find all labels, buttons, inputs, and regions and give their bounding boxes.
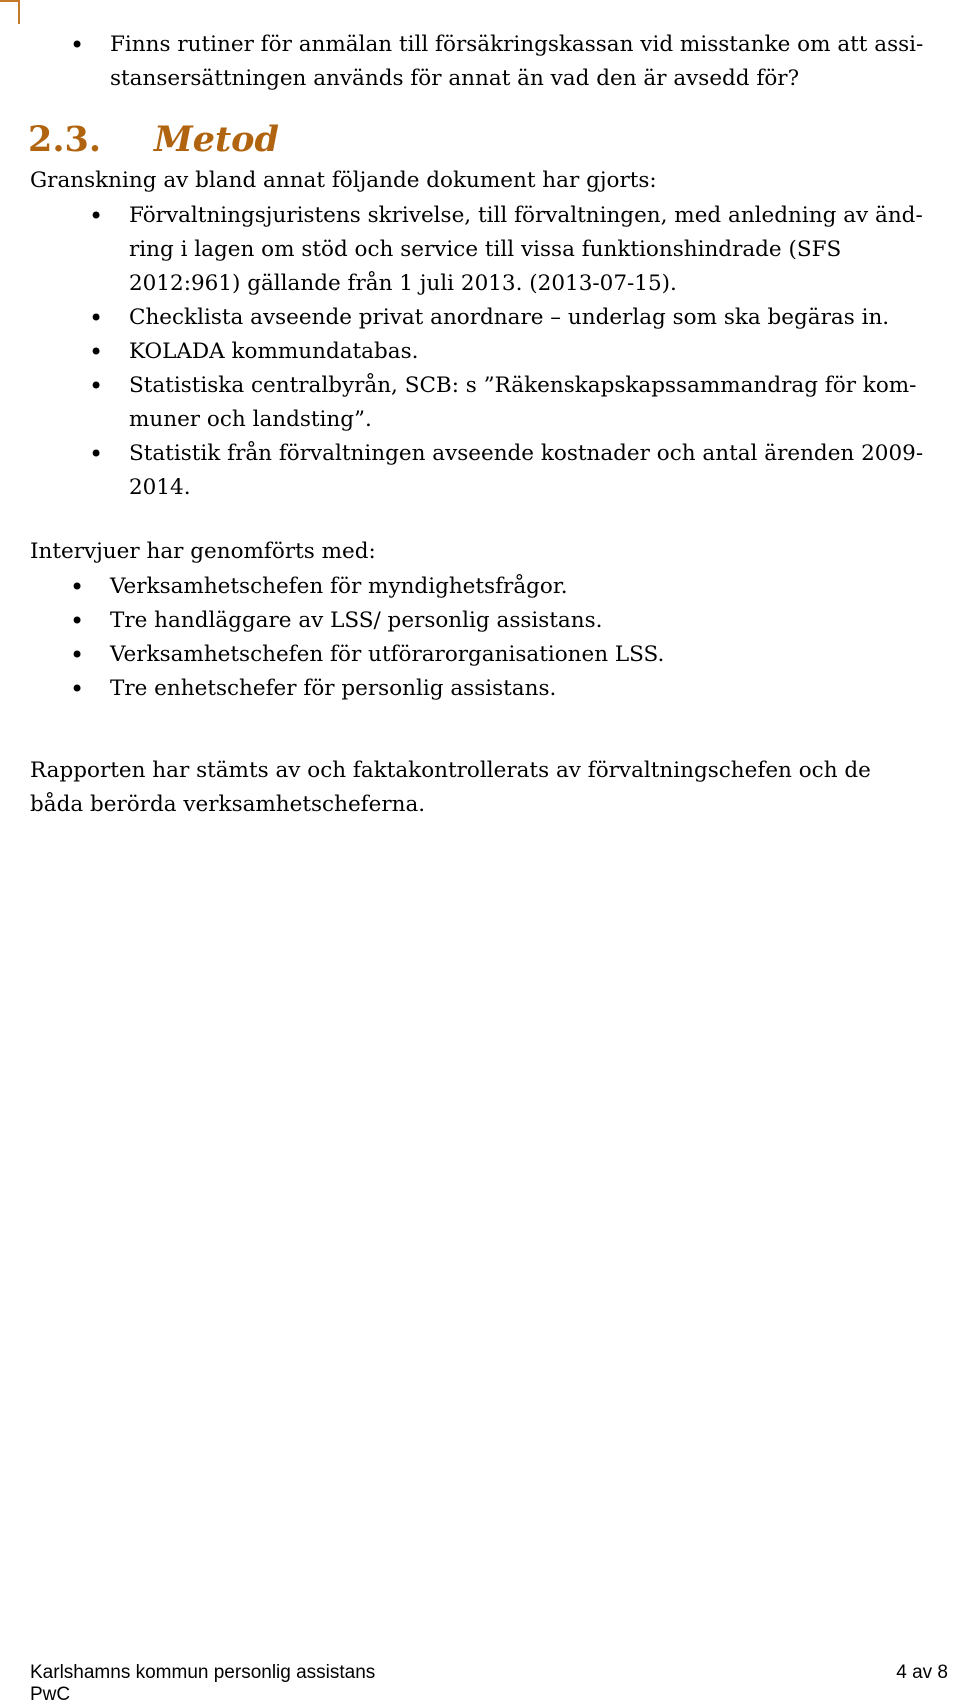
list-item bbox=[89, 335, 929, 369]
list-item-text: Verksamhetschefen för myndighetsfrågor. bbox=[110, 574, 568, 599]
list-item-text: KOLADA kommundatabas. bbox=[129, 339, 419, 364]
bullet-icon: • bbox=[89, 338, 104, 366]
page-footer bbox=[30, 1662, 948, 1706]
final-paragraph: Rapporten har stämts av och faktakontrollerats av förvaltningschefen och de båda berörda verksamhetscheferna. bbox=[30, 758, 871, 817]
bullet-icon: • bbox=[70, 31, 85, 59]
list-item bbox=[70, 672, 930, 706]
bullet-icon: • bbox=[70, 607, 85, 635]
footer-company: PwC bbox=[30, 1684, 71, 1705]
bullet-icon: • bbox=[70, 641, 85, 669]
list-item bbox=[70, 570, 930, 604]
section-title: Metod bbox=[154, 119, 279, 160]
list-item-text: Finns rutiner för anmälan till försäkringskassan vid misstanke om att assi-stansersättningen används för annat än vad den är avsedd för? bbox=[110, 32, 924, 91]
list-item bbox=[70, 28, 930, 96]
list-item bbox=[70, 638, 930, 672]
footer-title: Karlshamns kommun personlig assistans bbox=[30, 1662, 376, 1683]
section-number: 2.3. bbox=[28, 119, 102, 160]
interviews-intro: Intervjuer har genomförts med: bbox=[30, 539, 376, 564]
top-bullet-list bbox=[70, 28, 930, 96]
list-item-text: Verksamhetschefen för utförarorganisationen LSS. bbox=[110, 642, 665, 667]
documents-list bbox=[89, 199, 929, 505]
list-item bbox=[89, 437, 929, 505]
list-item-text: Tre enhetschefer för personlig assistans. bbox=[110, 676, 557, 701]
list-item-text: Statistik från förvaltningen avseende kostnader och antal ärenden 2009-2014. bbox=[129, 441, 924, 500]
list-item bbox=[89, 301, 929, 335]
bullet-icon: • bbox=[89, 440, 104, 468]
bullet-icon: • bbox=[89, 372, 104, 400]
list-item bbox=[70, 604, 930, 638]
section-heading bbox=[28, 116, 279, 164]
interviews-list bbox=[70, 570, 930, 706]
list-item bbox=[89, 369, 929, 437]
list-item-text: Statistiska centralbyrån, SCB: s ”Räkenskapskapssammandrag för kom-muner och landsting”. bbox=[129, 373, 917, 432]
list-item bbox=[89, 199, 929, 301]
bullet-icon: • bbox=[70, 573, 85, 601]
bullet-icon: • bbox=[89, 202, 104, 230]
list-item-text: Förvaltningsjuristens skrivelse, till förvaltningen, med anledning av änd-ring i lagen om stöd och service till vissa funktionshindrade (SFS 2012:961) gällande från 1 juli 2013. (2013-07-15). bbox=[129, 203, 923, 296]
page-number: 4 av 8 bbox=[896, 1662, 948, 1683]
list-item-text: Tre handläggare av LSS/ personlig assistans. bbox=[110, 608, 603, 633]
list-item-text: Checklista avseende privat anordnare – underlag som ska begäras in. bbox=[129, 305, 890, 330]
bullet-icon: • bbox=[70, 675, 85, 703]
bullet-icon: • bbox=[89, 304, 104, 332]
footer-row bbox=[30, 1662, 948, 1684]
documents-intro: Granskning av bland annat följande dokument har gjorts: bbox=[30, 168, 657, 193]
